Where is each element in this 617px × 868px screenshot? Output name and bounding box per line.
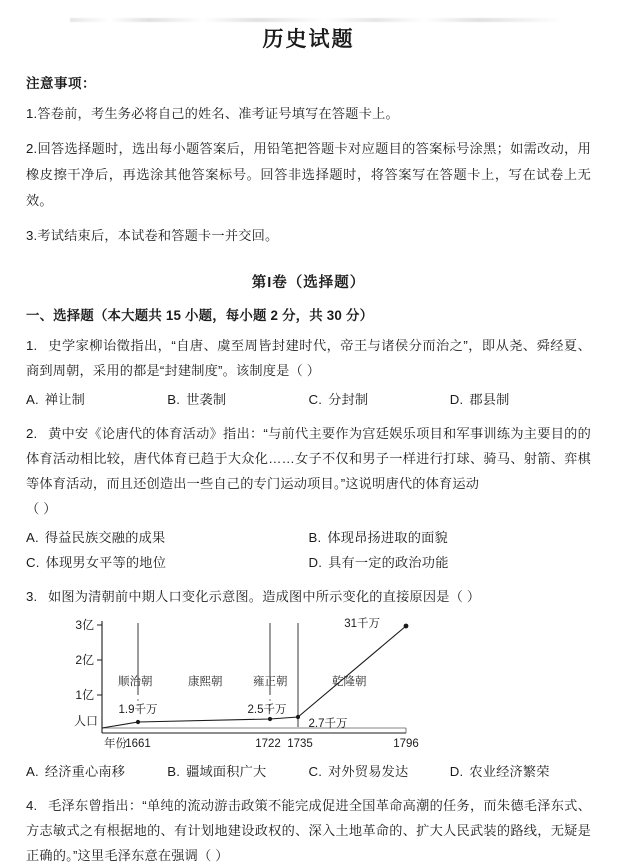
question-2-text: 黄中安《论唐代的体育活动》指出：“与前代主要作为宫廷娱乐项目和军事训练为主要目的的体育活动相比较，唐代体育已趋于大众化……女子不仅和男子一样进行打球、骑马、射箭、弈棋等体育活动，而且还创造出一些自己的专门运动项目。”这说明唐代的体育运动 — [26, 426, 591, 491]
question-1-option-d-label: D. — [449, 392, 464, 407]
question-1-option-d[interactable] — [450, 387, 591, 412]
question-2-option-a[interactable] — [26, 525, 309, 550]
chart-xtick-1796: 1796 — [393, 738, 419, 750]
question-1-number: 1. — [26, 338, 38, 353]
chart-value-label-1796: 31千万 — [344, 618, 380, 630]
question-2-option-b-text: 体现昂扬进取的面貌 — [327, 530, 448, 545]
question-2-answer-blank: （ ） — [26, 501, 57, 516]
question-1-option-d-text: 郡县制 — [469, 392, 510, 407]
question-4-stem — [26, 793, 591, 868]
chart-value-label-1661: 1.9千万 — [118, 704, 158, 716]
question-1-option-a-text: 禅让制 — [44, 392, 86, 407]
question-2-option-c-label: C. — [26, 555, 40, 570]
notice-item-1: 1.答卷前，考生务必将自己的姓名、准考证号填写在答题卡上。 — [26, 106, 399, 121]
chart-xtick-1735: 1735 — [287, 738, 313, 750]
question-2-option-b[interactable] — [309, 525, 592, 550]
question-4-text: 毛泽东曾指出：“单纯的流动游击政策不能完成促进全国革命高潮的任务，而朱德毛泽东式、方志敏式之有根据地的、有计划地建设政权的、深入土地革命的、扩大人民武装的路线，无疑是正确的。”这里毛泽东意在强调（ ） — [26, 798, 591, 863]
question-4 — [26, 793, 591, 868]
population-chart-svg — [60, 615, 460, 755]
question-3-text: 如图为清朝前中期人口变化示意图。造成图中所示变化的直接原因是（ ） — [48, 589, 481, 604]
page-title: 历史试题 — [262, 28, 355, 51]
question-2-number: 2. — [26, 426, 38, 441]
chart-point-1722 — [268, 717, 272, 721]
question-2-options — [26, 525, 591, 575]
notice-item-3: 3.考试结束后，本试卷和答题卡一并交回。 — [26, 228, 279, 243]
question-3-option-a-text: 经济重心南移 — [44, 764, 126, 779]
question-2-option-d[interactable] — [309, 550, 592, 575]
question-2-option-c[interactable] — [26, 550, 309, 575]
chart-era-label-qianlong: 乾隆朝 — [332, 676, 367, 688]
question-3-number: 3. — [26, 589, 38, 604]
chart-axis-title-year: 年份 — [104, 738, 127, 750]
question-2-option-b-label: B. — [308, 530, 322, 545]
chart-xtick-1661: 1661 — [125, 738, 151, 750]
chart-ylabel-1yi: 1亿 — [75, 688, 94, 702]
chart-ylabel-3yi: 3亿 — [75, 618, 94, 632]
section-title: 第I卷（选择题） — [251, 275, 366, 291]
question-1-option-c-label: C. — [308, 392, 323, 407]
chart-ylabel-2yi: 2亿 — [75, 653, 94, 667]
question-2-option-a-text: 得益民族交融的成果 — [44, 530, 166, 545]
question-1-text: 史学家柳诒徵指出，“自唐、虞至周皆封建时代，帝王与诸侯分而治之”，即从尧、舜经夏、商到周朝，采用的都是“封建制度”。该制度是（ ） — [26, 338, 591, 378]
question-1-option-b-text: 世袭制 — [186, 392, 227, 407]
question-3-option-d-text: 农业经济繁荣 — [469, 764, 550, 779]
question-2-option-c-text: 体现男女平等的地位 — [45, 555, 167, 570]
question-3-option-c-label: C. — [308, 764, 323, 779]
question-1-option-a[interactable] — [26, 387, 167, 412]
question-3-option-a-label: A. — [26, 764, 39, 779]
question-3-option-b[interactable] — [167, 759, 308, 784]
question-2-stem — [26, 421, 591, 496]
question-1-option-b[interactable] — [167, 387, 308, 412]
chart-value-label-1722: 2.5千万 — [247, 704, 287, 716]
page-top-bleed-artifact — [70, 18, 562, 22]
chart-axis-title-population: 人口 — [73, 714, 98, 728]
question-2 — [26, 421, 591, 575]
chart-era-label-kangxi: 康熙朝 — [188, 676, 223, 688]
chart-xtick-1722: 1722 — [255, 738, 281, 750]
question-3-option-d[interactable] — [450, 759, 591, 784]
chart-era-label-yongzheng: 雍正朝 — [253, 676, 288, 688]
question-4-number: 4. — [26, 798, 38, 813]
question-group-heading: 一、选择题（本大题共 15 小题，每小题 2 分，共 30 分） — [26, 308, 374, 323]
chart-point-1796 — [404, 624, 409, 629]
chart-point-1735 — [296, 715, 300, 719]
question-3-option-d-label: D. — [449, 764, 464, 779]
population-change-chart — [60, 615, 460, 755]
question-2-option-a-label: A. — [26, 530, 39, 545]
question-3-stem — [26, 584, 591, 609]
question-1-option-c[interactable] — [309, 387, 450, 412]
question-1-stem — [26, 333, 591, 383]
chart-value-label-1735: 2.7千万 — [308, 718, 348, 730]
notice-heading: 注意事项： — [26, 76, 96, 91]
notice-item-2: 2.回答选择题时，选出每小题答案后，用铅笔把答题卡对应题目的答案标号涂黑；如需改动，用橡皮擦干净后，再选涂其他答案标号。回答非选择题时，将答案写在答题卡上，写在试卷上无效。 — [26, 141, 591, 208]
question-1 — [26, 333, 591, 412]
question-3-option-b-label: B. — [167, 764, 181, 779]
question-1-option-a-label: A. — [26, 392, 39, 407]
question-3 — [26, 584, 591, 784]
question-3-option-c[interactable] — [309, 759, 450, 784]
exam-page — [0, 16, 617, 868]
question-1-option-c-text: 分封制 — [328, 392, 369, 407]
question-1-options — [26, 387, 591, 412]
question-3-option-c-text: 对外贸易发达 — [328, 764, 409, 779]
question-3-option-b-text: 疆域面积广大 — [186, 764, 267, 779]
question-2-option-d-label: D. — [308, 555, 323, 570]
question-2-option-d-text: 具有一定的政治功能 — [328, 555, 449, 570]
chart-point-1661 — [136, 720, 140, 724]
question-3-options — [26, 759, 591, 784]
chart-era-label-shunzhi: 顺治朝 — [118, 676, 153, 688]
question-1-option-b-label: B. — [167, 392, 181, 407]
question-3-option-a[interactable] — [26, 759, 167, 784]
